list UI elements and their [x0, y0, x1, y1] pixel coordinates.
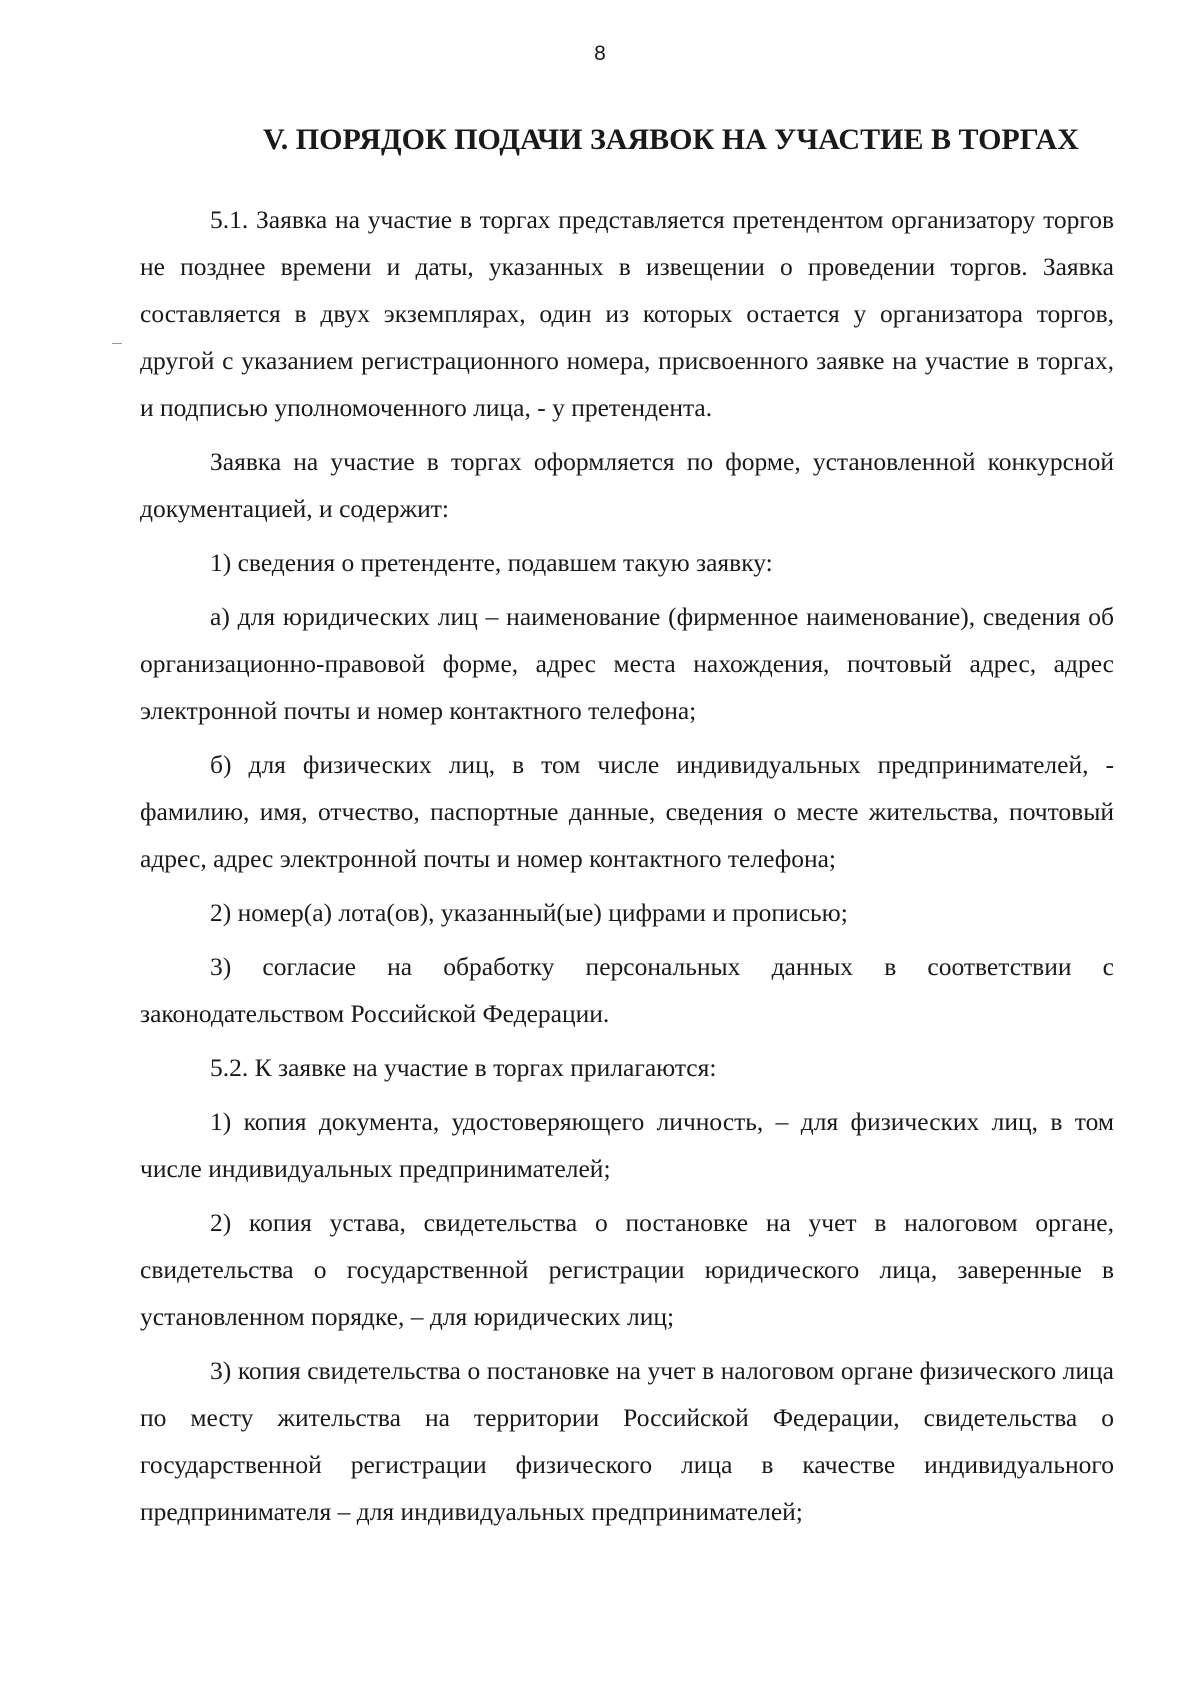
paragraph-application-form: Заявка на участие в торгах оформляется по форме, установленной конкурсной документацией, и содержит:	[140, 447, 1114, 523]
margin-mark	[112, 343, 122, 344]
list-item-charter-copy: 2) копия устава, свидетельства о постановке на учет в налоговом органе, свидетельства о государственной регистрации юридического лица, заверенные в установленном порядке, – для юридических лиц;	[140, 1208, 1114, 1331]
list-item-legal-entities: а) для юридических лиц – наименование (фирменное наименование), сведения об организационно-правовой форме, адрес места нахождения, почтовый адрес, адрес электронной почты и номер контактного телефона;	[140, 602, 1114, 725]
document-body	[140, 196, 1114, 1535]
list-item-identity-copy: 1) копия документа, удостоверяющего личность, – для физических лиц, в том числе индивидуальных предпринимателей;	[140, 1107, 1114, 1183]
paragraph-5-1: 5.1. Заявка на участие в торгах представляется претендентом организатору торгов не позднее времени и даты, указанных в извещении о проведении торгов. Заявка составляется в двух экземплярах, один из которых остается у организатора торгов, другой с указанием регистрационного номера, присвоенного заявке на участие в торгах, и подписью уполномоченного лица, - у претендента.	[140, 205, 1114, 422]
list-item-data-consent: 3) согласие на обработку персональных данных в соответствии с законодательством Российской Федерации.	[140, 952, 1114, 1028]
section-heading: V. ПОРЯДОК ПОДАЧИ ЗАЯВОК НА УЧАСТИЕ В ТОРГАХ	[263, 123, 1079, 156]
page-number: 8	[594, 42, 606, 65]
list-item-tax-certificate-copy: 3) копия свидетельства о постановке на учет в налоговом органе физического лица по месту жительства на территории Российской Федерации, свидетельства о государственной регистрации физического лица в качестве индивидуального предпринимателя – для индивидуальных предпринимателей;	[140, 1356, 1114, 1526]
paragraph-5-2: 5.2. К заявке на участие в торгах прилагаются:	[210, 1053, 717, 1082]
list-item-individuals: б) для физических лиц, в том числе индивидуальных предпринимателей, - фамилию, имя, отчество, паспортные данные, сведения о месте жительства, почтовый адрес, адрес электронной почты и номер контактного телефона;	[140, 750, 1114, 873]
list-item-lot-numbers: 2) номер(а) лота(ов), указанный(ые) цифрами и прописью;	[210, 898, 848, 927]
list-item-applicant-info: 1) сведения о претенденте, подавшем такую заявку:	[210, 548, 773, 577]
